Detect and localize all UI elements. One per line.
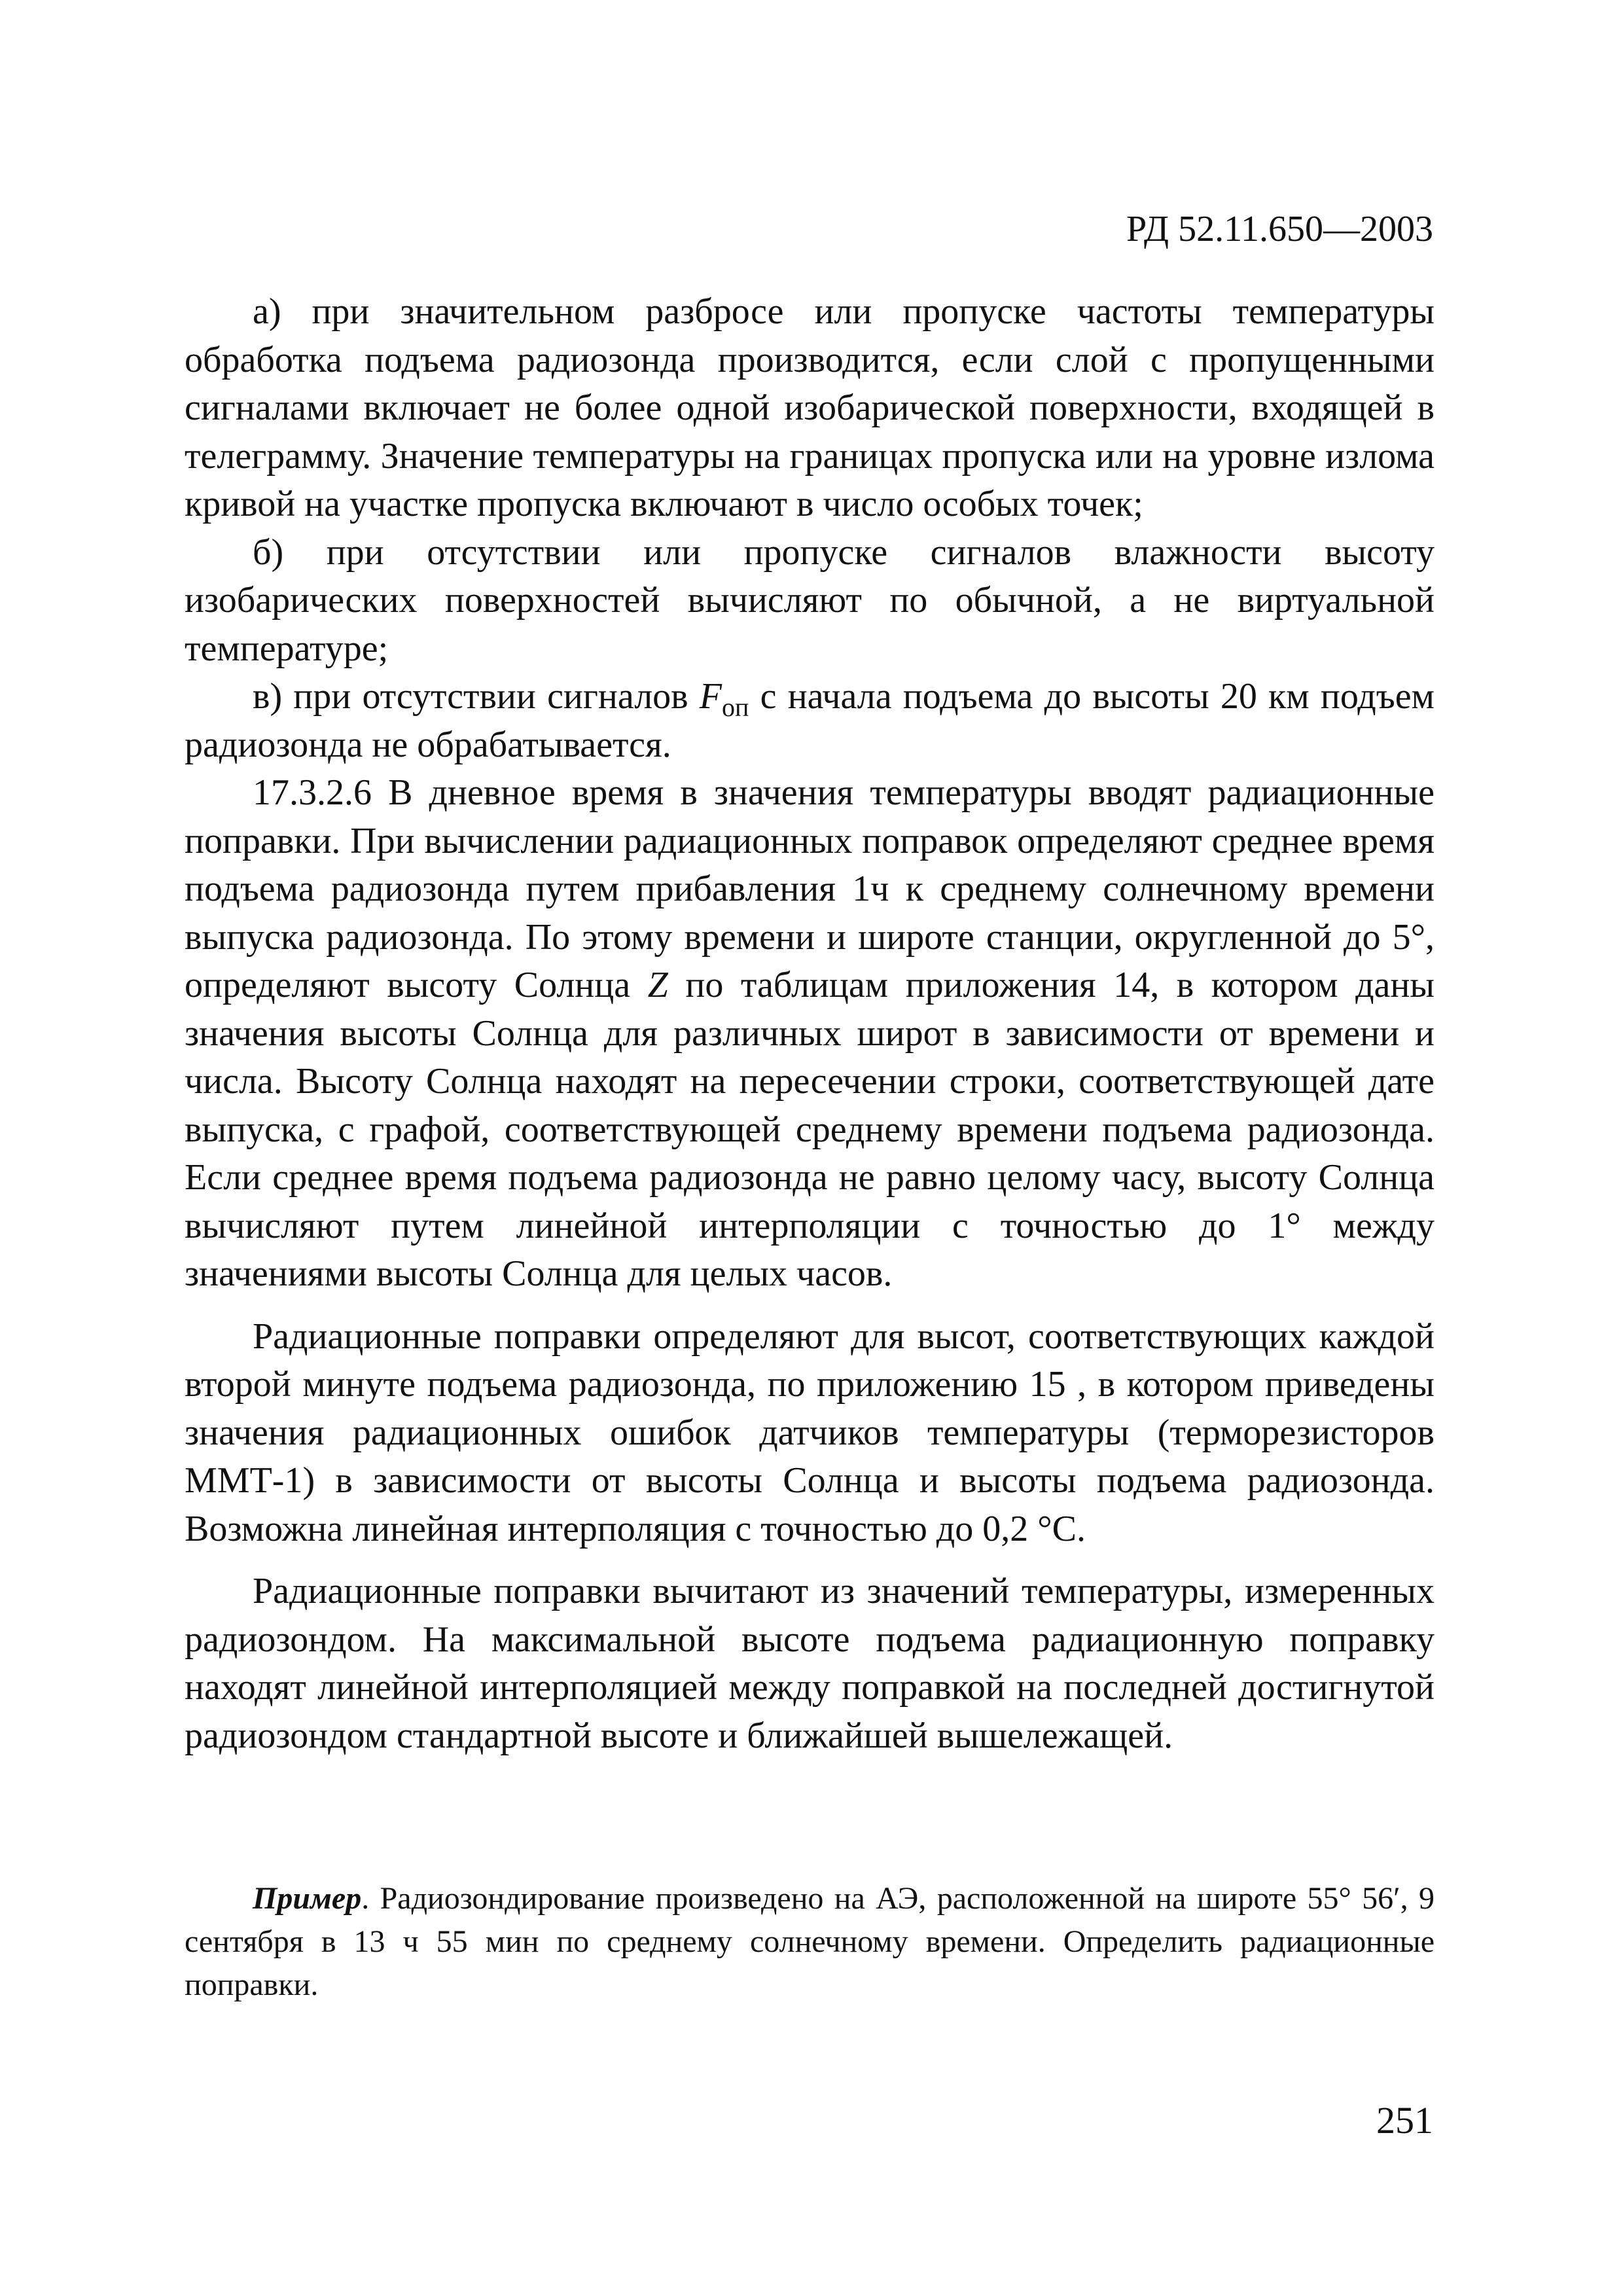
document-code-header: РД 52.11.650—2003 xyxy=(1126,209,1433,249)
example-text: . Радиозондирование произведено на АЭ, расположенной на широте 55° 56′, 9 сентября в 13 ч 55 мин по среднему солнечному времени. Определить радиационные поправки. xyxy=(185,1881,1435,2002)
example-block xyxy=(185,1877,1435,2007)
main-text xyxy=(185,288,1435,1760)
paragraph-c xyxy=(185,673,1435,769)
page-number: 251 xyxy=(1376,2099,1433,2142)
paragraph-radiation-corrections-subtract xyxy=(185,1568,1435,1760)
example-label: Пример xyxy=(253,1881,362,1916)
paragraph-17-3-2-6-text-end: по таблицам приложения 14, в котором даны значения высоты Солнца для различных широт в зависимости от времени и числа. Высоту Солнца находят на пересечении строки, соответствующей дате выпуска, с графой, соответствующей среднему времени подъема радиозонда. Если среднее время подъема радиозонда не равно целому часу, высоту Солнца вычисляют путем линейной интерполяции с точностью до 1° между значениями высоты Солнца для целых часов. xyxy=(185,965,1435,1294)
paragraph-radiation-corrections-subtract-text: Радиационные поправки вычитают из значений температуры, измеренных радиозондом. На максимальной высоте подъема радиационную поправку находят линейной интерполяцией между поправкой на последней достигнутой радиозондом стандартной высоте и ближайшей вышележащей. xyxy=(185,1571,1435,1756)
paragraph-17-3-2-6 xyxy=(185,769,1435,1299)
paragraph-b xyxy=(185,529,1435,673)
paragraph-radiation-corrections-heights-text: Радиационные поправки определяют для высот, соответствующих каждой второй минуте подъема радиозонда, по приложению 15 , в котором приведены значения радиационных ошибок датчиков температуры (терморезисторов ММТ-1) в зависимости от высоты Солнца и высоты подъема радиозонда. Возможна линейная интерполяция с точностью до 0,2 °С. xyxy=(185,1316,1435,1549)
symbol-f: F xyxy=(699,676,722,717)
paragraph-c-text-start: в) при отсутствии сигналов xyxy=(253,676,700,717)
paragraph-c-text-end: с начала подъема до высоты 20 км подъем радиозонда не обрабатывается. xyxy=(185,676,1435,765)
paragraph-a xyxy=(185,288,1435,529)
paragraph-b-text: б) при отсутствии или пропуске сигналов влажности высоту изобарических поверхностей вычисляют по обычной, а не виртуальной температуре; xyxy=(185,531,1435,669)
symbol-f-subscript: оп xyxy=(722,692,749,722)
paragraph-17-3-2-6-text-start: 17.3.2.6 В дневное время в значения температуры вводят радиационные поправки. При вычислении радиационных поправок определяют среднее время подъема радиозонда путем прибавления 1ч к среднему солнечному времени выпуска радиозонда. По этому времени и широте станции, округленной до 5°, определяют высоту Солнца xyxy=(185,772,1435,1005)
paragraph-a-text: а) при значительном разбросе или пропуске частоты температуры обработка подъема радиозонда производится, если слой с пропущенными сигналами включает не более одной изобарической поверхности, входящей в телеграмму. Значение температуры на границах пропуска или на уровне излома кривой на участке пропуска включают в число особых точек; xyxy=(185,291,1435,524)
paragraph-radiation-corrections-heights xyxy=(185,1313,1435,1554)
symbol-z: Z xyxy=(647,965,668,1005)
